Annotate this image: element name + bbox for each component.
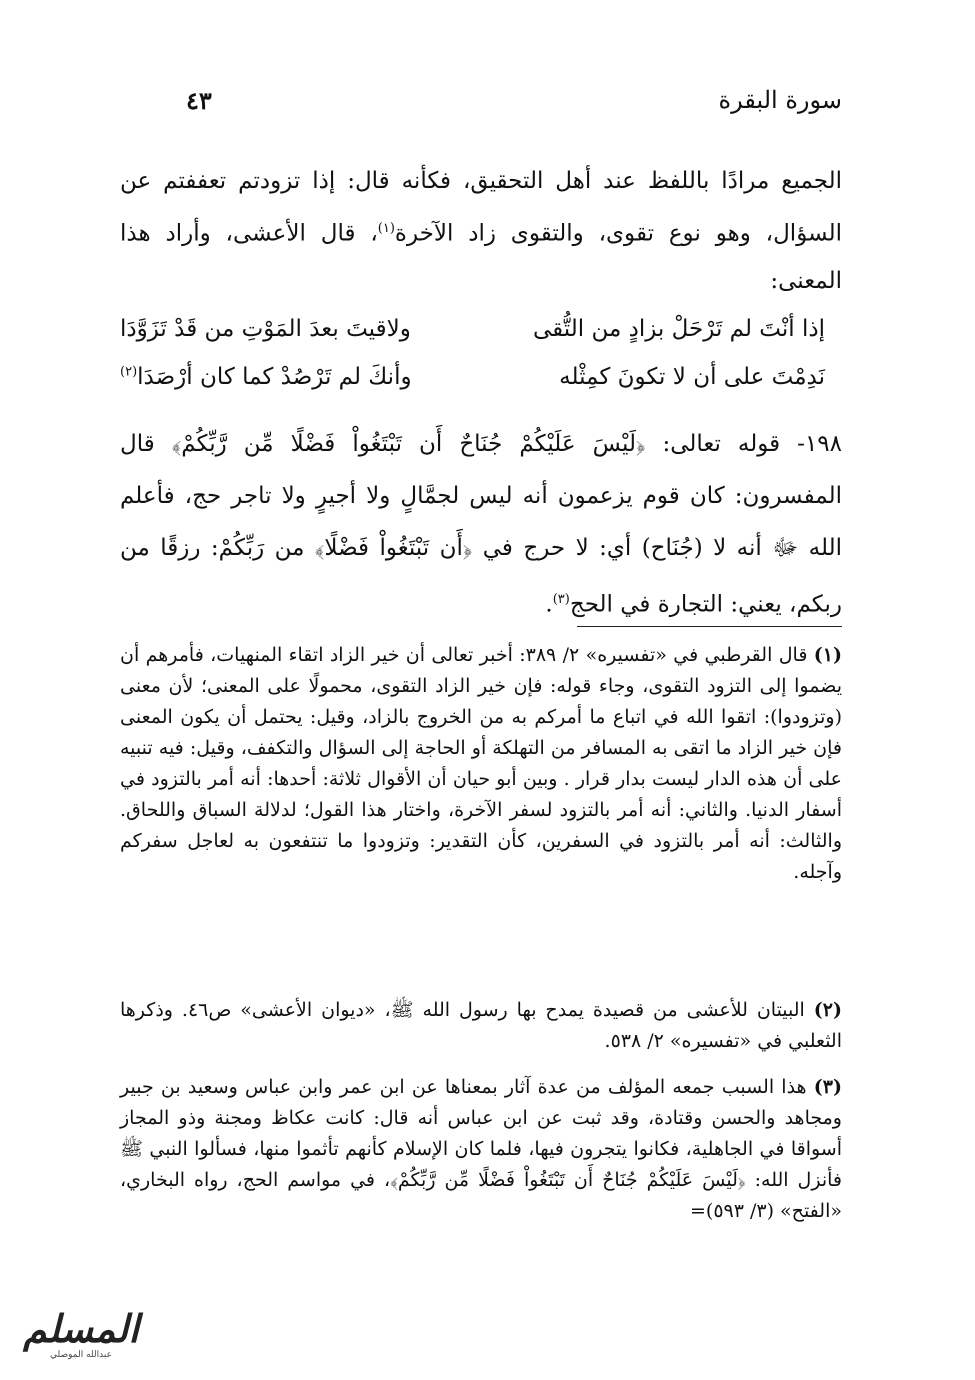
footnote-ref-1: (١)	[377, 221, 395, 236]
footnote-3-text: هذا السبب جمعه المؤلف من عدة آثار بمعناها عن ابن عمر وابن عباس وسعيد بن جبير ومجاهد والحسن وقتادة، وقد ثبت عن ابن عباس أنه قال: كانت عكاظ ومجنة وذو المجاز أسواقا في الجاهلية، فكانوا يتجرون فيها، فلما كان الإسلام كأنهم تأثموا منها، فسألوا النبي ﷺ فأنزل الله: ﴿لَيْسَ عَلَيْكُمْ جُنَاحٌ أَن تَبْتَغُواْ فَضْلًا مِّن رَّبِّكُمْ﴾، في مواسم الحج، رواه البخاري، «الفتح» (٣/ ٥٩٣)=	[120, 1076, 842, 1222]
surah-title: سورة البقرة	[718, 86, 842, 114]
paragraph-2-end: .	[545, 591, 553, 618]
watermark-logo	[16, 1306, 146, 1370]
main-text	[120, 158, 842, 305]
footnote-2-number: (٢)	[813, 999, 843, 1021]
verse-2-second-hemistich	[120, 364, 412, 390]
paragraph-1-text: الجميع مرادًا باللفظ عند أهل التحقيق، فكأنه قال: إذا تزودتم تعففتم عن السؤال، وهو نوع تقوى، والتقوى زاد الآخرة	[120, 168, 842, 247]
footnote-ref-2: (٢)	[120, 364, 138, 380]
verse-2-second-hemistich-text: وأنكَ لم تَرْصُدْ كما كان أرْصَدَا	[137, 364, 412, 390]
verse-1-first-hemistich: إذا أنْتَ لم تَرْحَلْ بزادٍ من التُّقى	[532, 316, 825, 342]
watermark-logo-subtext: عبدالله الموصلي	[50, 1350, 112, 1360]
verse-1-second-hemistich: ولاقيتَ بعدَ المَوْتِ من قَدْ تَزَوَّدَا	[120, 316, 411, 342]
paragraph-1-tail: ، قال الأعشى، وأراد هذا المعنى:	[120, 220, 842, 294]
page-number: ٤٣	[186, 86, 212, 115]
footnote-ref-3: (٣)	[552, 592, 570, 607]
footnote-1	[120, 640, 842, 888]
paragraph-2-text: ١٩٨- قوله تعالى: ﴿لَيْسَ عَلَيْكُمْ جُنَاحٌ أَن تَبْتَغُواْ فَضْلًا مِّن رَّبِّكُمْ﴾ قال المفسرون: كان قوم يزعمون أنه ليس لجمَّالٍ ولا أجيرٍ ولا تاجر حج، فأعلم الله ﷻ أنه لا (جُنَاح) أي: لا حرج في ﴿أَن تَبْتَغُواْ فَضْلًا﴾ من رَبِّكُمْ: رزقًا من ربكم، يعني: التجارة في الحج	[120, 431, 842, 618]
main-text-2	[120, 418, 842, 631]
paragraph-2	[120, 418, 842, 631]
watermark-logo-text: المسلم	[23, 1306, 139, 1351]
footnote-2	[120, 995, 842, 1057]
footnote-1-text: قال القرطبي في «تفسيره» ٢/ ٣٨٩: أخبر تعالى أن خير الزاد اتقاء المنهيات، فأمرهم أن يضموا إلى التزود التقوى، وجاء قوله: فإن خير الزاد التقوى، محمولًا على المعنى؛ لأن معنى (وتزودوا): اتقوا الله في اتباع ما أمركم به من الخروج بالزاد، وقيل: يحتمل أن يكون المعنى فإن خير الزاد ما اتقى به المسافر من التهلكة أو الحاجة إلى السؤال والتكفف، وقيل: فيه تنبيه على أن هذه الدار ليست بدار قرار . وبين أبو حيان أن الأقوال ثلاثة: أحدها: أنه أمر بالتزود في أسفار الدنيا. والثاني: أنه أمر بالتزود لسفر الآخرة، واختار هذا القول؛ لدلالة السباق واللحاق. والثالث: أنه أمر بالتزود في السفرين، كأن التقدير: وتزودوا ما تنتفعون به لعاجل سفركم وآجله.	[120, 644, 842, 883]
paragraph-1	[120, 158, 842, 305]
footnote-2-text: البيتان للأعشى من قصيدة يمدح بها رسول الله ﷺ، «ديوان الأعشى» ص٤٦. وذكرها الثعلبي في «تفسيره» ٢/ ٥٣٨.	[120, 999, 842, 1052]
footnote-divider	[577, 626, 842, 627]
footnote-3-number: (٣)	[813, 1076, 842, 1098]
footnote-3	[120, 1072, 842, 1227]
footnote-1-number: (١)	[813, 644, 842, 666]
verse-2-first-hemistich: نَدِمْتَ على أن لا تكونَ كمِثْله	[559, 364, 825, 390]
